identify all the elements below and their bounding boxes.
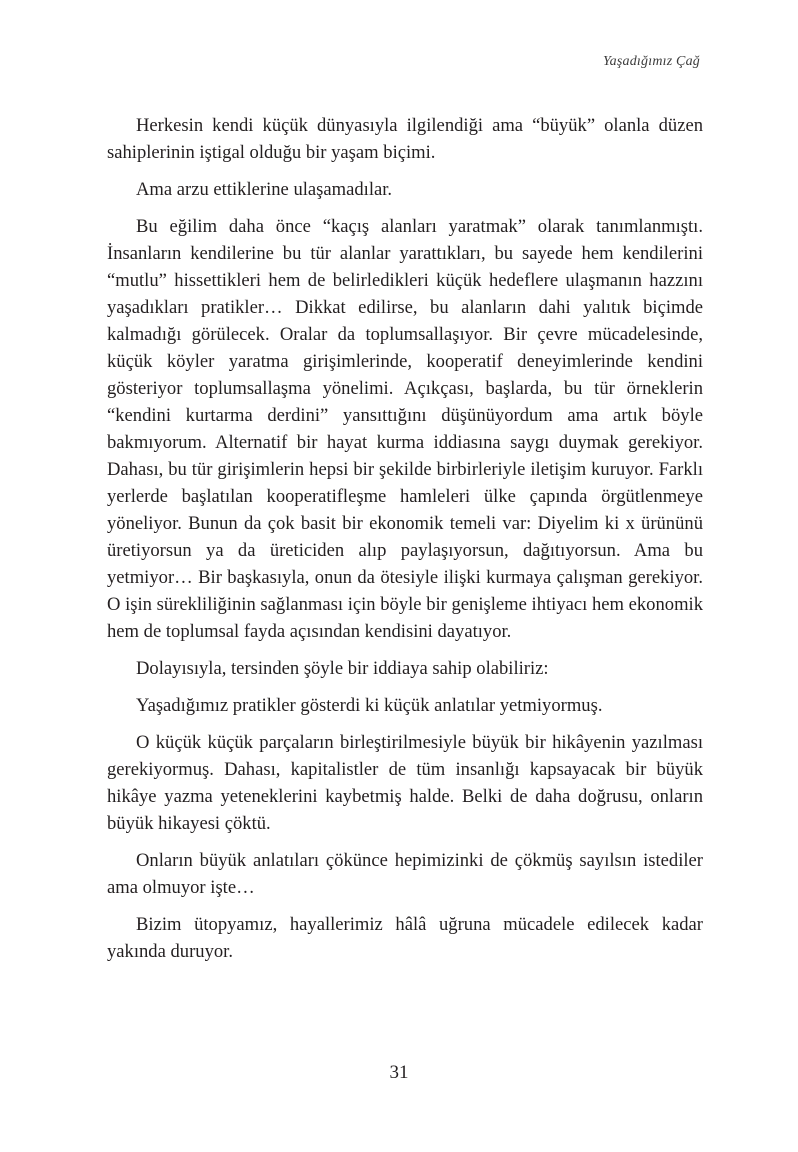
paragraph: Bizim ütopyamız, hayallerimiz hâlâ uğruna mücadele edilecek kadar yakında duruyor. — [107, 914, 703, 962]
paragraph: Herkesin kendi küçük dünyasıyla ilgilendiği ama “büyük” olanla düzen sahiplerinin iştigal olduğu bir yaşam biçimi. — [107, 115, 703, 163]
body-text — [107, 112, 703, 975]
paragraph: Dolayısıyla, tersinden şöyle bir iddiaya sahip olabiliriz: — [136, 658, 549, 679]
paragraph: Bu eğilim daha önce “kaçış alanları yaratmak” olarak tanımlanmıştı. İnsanların kendilerine bu tür alanlar yarattıkları, bu sayede hem kendilerini “mutlu” hissettikleri hem de belirledikleri küçük hedeflere ulaşmanın hazzını yaşadıkları pratikler… Dikkat edilirse, bu alanların dahi yalıtık biçimde kalmadığı görülecek. Oralar da toplumsallaşıyor. Bir çevre mücadelesinde, küçük köyler yaratma girişimlerinde, kooperatif deneyimlerinde kendini gösteriyor toplumsallaşma yönelimi. Açıkçası, başlarda, bu tür örneklerin “kendini kurtarma derdini” yansıttığını düşünüyordum ama artık böyle bakmıyorum. Alternatif bir hayat kurma iddiasına saygı duymak gerekiyor. Dahası, bu tür girişimlerin hepsi bir şekilde birbirleriyle iletişim kuruyor. Farklı yerlerde başlatılan kooperatifleşme hamleleri ülke çapında örgütlenmeye yöneliyor. Bunun da çok basit bir ekonomik temeli var: Diyelim ki x ürününü üretiyorsun ya da üreticiden alıp paylaşıyorsun, dağıtıyorsun. Ama bu yetmiyor… Bir başkasıyla, onun da ötesiyle ilişki kurmaya çalışman gerekiyor. O işin sürekliliğinin sağlanması için böyle bir genişleme ihtiyacı hem ekonomik hem de toplumsal fayda açısından kendisini dayatıyor. — [107, 216, 703, 642]
running-header: Yaşadığımız Çağ — [602, 54, 700, 69]
paragraph: Yaşadığımız pratikler gösterdi ki küçük anlatılar yetmiyormuş. — [136, 695, 603, 716]
paragraph: Onların büyük anlatıları çökünce hepimizinki de çökmüş sayılsın istediler ama olmuyor işte… — [107, 850, 703, 898]
paragraph: Ama arzu ettiklerine ulaşamadılar. — [136, 179, 393, 200]
page-number: 31 — [389, 1062, 409, 1083]
paragraph: O küçük küçük parçaların birleştirilmesiyle büyük bir hikâyenin yazılması gerekiyormuş. Dahası, kapitalistler de tüm insanlığı kapsayacak bir büyük hikâye yazma yeteneklerini kaybetmiş halde. Belki de daha doğrusu, onların büyük hikayesi çöktü. — [107, 732, 703, 834]
